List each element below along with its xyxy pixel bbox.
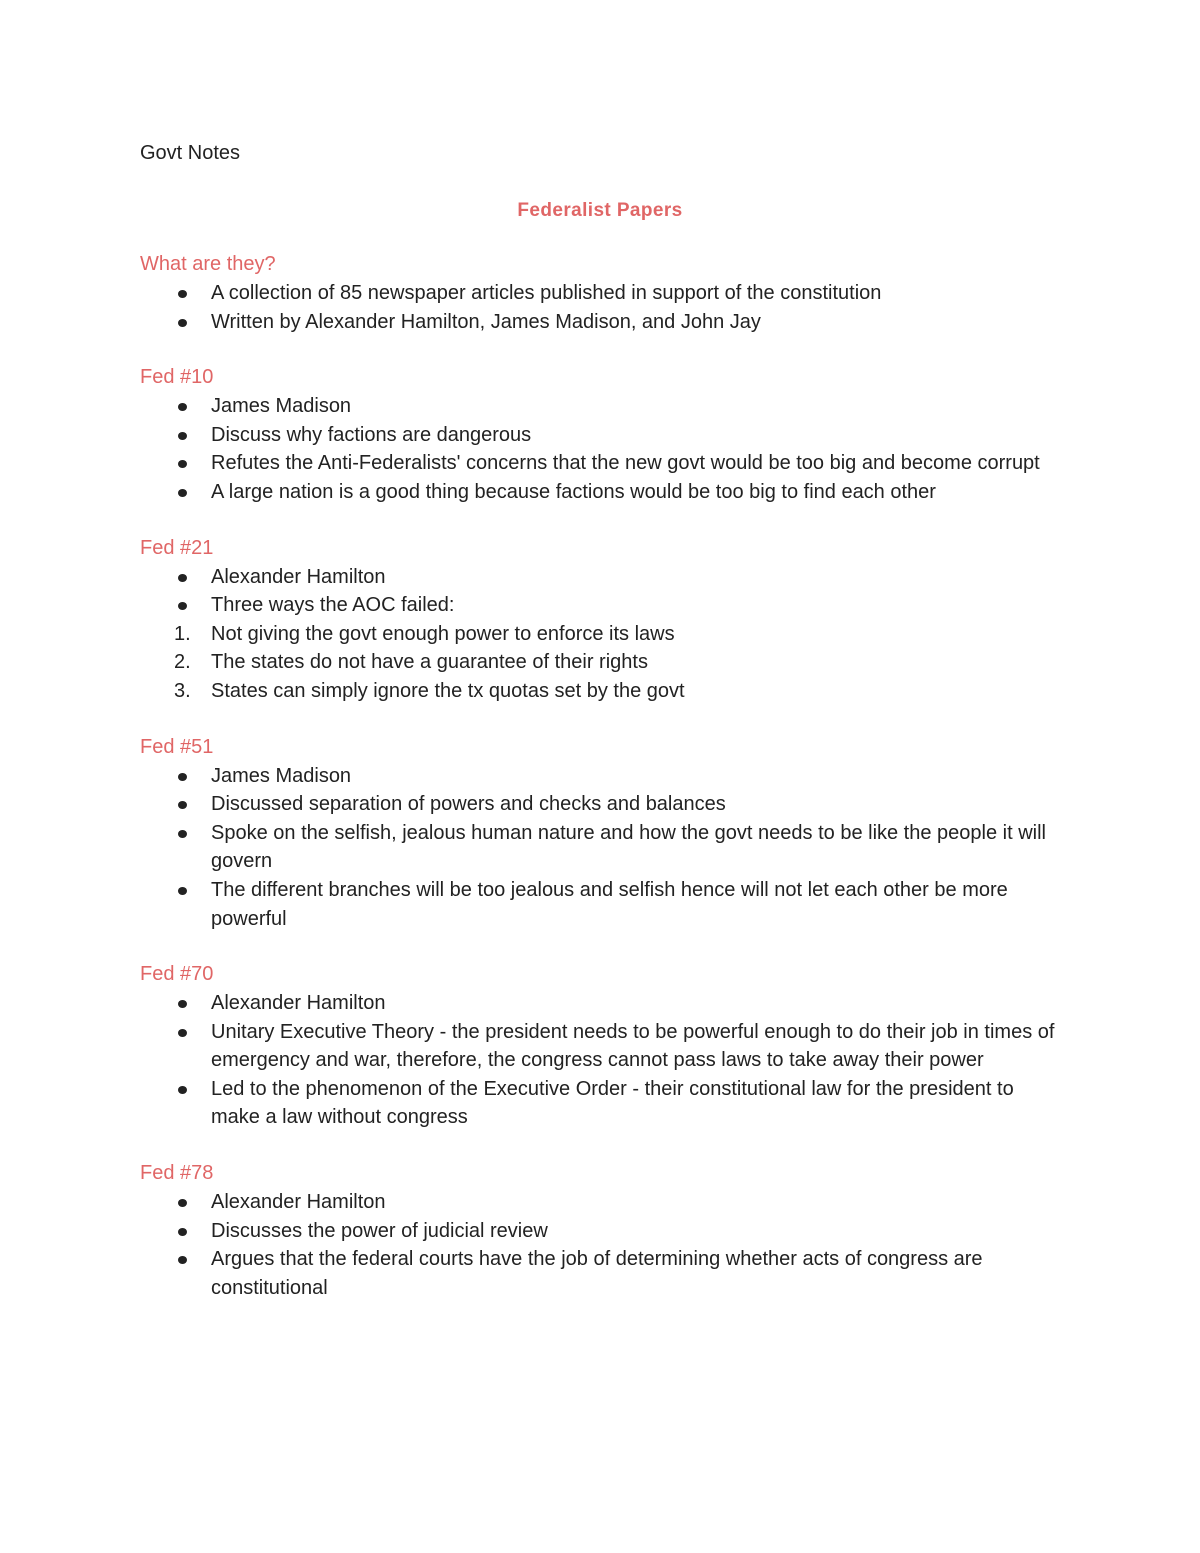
bullet-icon xyxy=(178,773,187,781)
list-number: 3. xyxy=(174,679,191,702)
bullet-icon xyxy=(178,602,187,610)
bullet-list xyxy=(140,279,1060,336)
bullet-icon xyxy=(178,460,187,468)
bullet-icon xyxy=(178,1228,187,1236)
section-fed-21 xyxy=(140,534,1060,706)
list-item: James Madison xyxy=(140,762,1060,791)
section-heading: Fed #51 xyxy=(140,735,214,758)
bullet-icon xyxy=(178,1256,187,1264)
bullet-list xyxy=(140,989,1060,1132)
list-item: Alexander Hamilton xyxy=(140,989,1060,1018)
numbered-item: 1. Not giving the govt enough power to enforce its laws xyxy=(140,620,1060,649)
list-item: Three ways the AOC failed: xyxy=(140,591,1060,620)
bullet-icon xyxy=(178,1086,187,1094)
bullet-icon xyxy=(178,1199,187,1207)
bullet-icon xyxy=(178,887,187,895)
bullet-icon xyxy=(178,403,187,411)
list-item: Written by Alexander Hamilton, James Madison, and John Jay xyxy=(140,308,1060,337)
list-item: Argues that the federal courts have the job of determining whether acts of congress are constitutional xyxy=(140,1245,1060,1302)
list-number: 2. xyxy=(174,651,191,674)
bullet-icon xyxy=(178,319,187,327)
list-item: The different branches will be too jealous and selfish hence will not let each other be more powerful xyxy=(140,876,1060,933)
list-item: Alexander Hamilton xyxy=(140,1188,1060,1217)
bullet-list xyxy=(140,1188,1060,1302)
bullet-icon xyxy=(178,1000,187,1008)
bullet-icon xyxy=(178,290,187,298)
section-heading: Fed #78 xyxy=(140,1162,214,1185)
list-item: Discussed separation of powers and checks and balances xyxy=(140,790,1060,819)
list-item: Spoke on the selfish, jealous human nature and how the govt needs to be like the people it will govern xyxy=(140,819,1060,876)
list-item: Led to the phenomenon of the Executive Order - their constitutional law for the president to make a law without congress xyxy=(140,1075,1060,1132)
list-item: Discuss why factions are dangerous xyxy=(140,421,1060,450)
section-fed-10 xyxy=(140,363,1060,506)
numbered-list xyxy=(140,620,1060,706)
document-page xyxy=(140,138,1060,1302)
list-item: Refutes the Anti-Federalists' concerns that the new govt would be too big and become corrupt xyxy=(140,449,1060,478)
section-heading: Fed #21 xyxy=(140,536,214,559)
bullet-icon xyxy=(178,801,187,809)
list-item: Unitary Executive Theory - the president needs to be powerful enough to do their job in times of emergency and war, therefore, the congress cannot pass laws to take away their power xyxy=(140,1018,1060,1075)
bullet-list xyxy=(140,563,1060,620)
bullet-list xyxy=(140,392,1060,506)
bullet-icon xyxy=(178,489,187,497)
numbered-item: 2. The states do not have a guarantee of their rights xyxy=(140,648,1060,677)
section-fed-78 xyxy=(140,1159,1060,1302)
main-heading: Federalist Papers xyxy=(517,200,683,221)
list-item: A large nation is a good thing because factions would be too big to find each other xyxy=(140,478,1060,507)
bullet-icon xyxy=(178,1029,187,1037)
bullet-list xyxy=(140,762,1060,934)
section-heading: Fed #10 xyxy=(140,366,214,389)
bullet-icon xyxy=(178,830,187,838)
section-heading: What are they? xyxy=(140,253,276,275)
bullet-icon xyxy=(178,574,187,582)
section-fed-70 xyxy=(140,960,1060,1132)
list-number: 1. xyxy=(174,622,191,645)
section-heading: Fed #70 xyxy=(140,963,214,986)
document-title: Govt Notes xyxy=(140,142,241,164)
section-fed-51 xyxy=(140,733,1060,934)
list-item: A collection of 85 newspaper articles published in support of the constitution xyxy=(140,279,1060,308)
bullet-icon xyxy=(178,432,187,440)
numbered-item: 3. States can simply ignore the tx quotas set by the govt xyxy=(140,677,1060,706)
list-item: James Madison xyxy=(140,392,1060,421)
list-item: Discusses the power of judicial review xyxy=(140,1217,1060,1246)
list-item: Alexander Hamilton xyxy=(140,563,1060,592)
section-what-are-they xyxy=(140,250,1060,336)
